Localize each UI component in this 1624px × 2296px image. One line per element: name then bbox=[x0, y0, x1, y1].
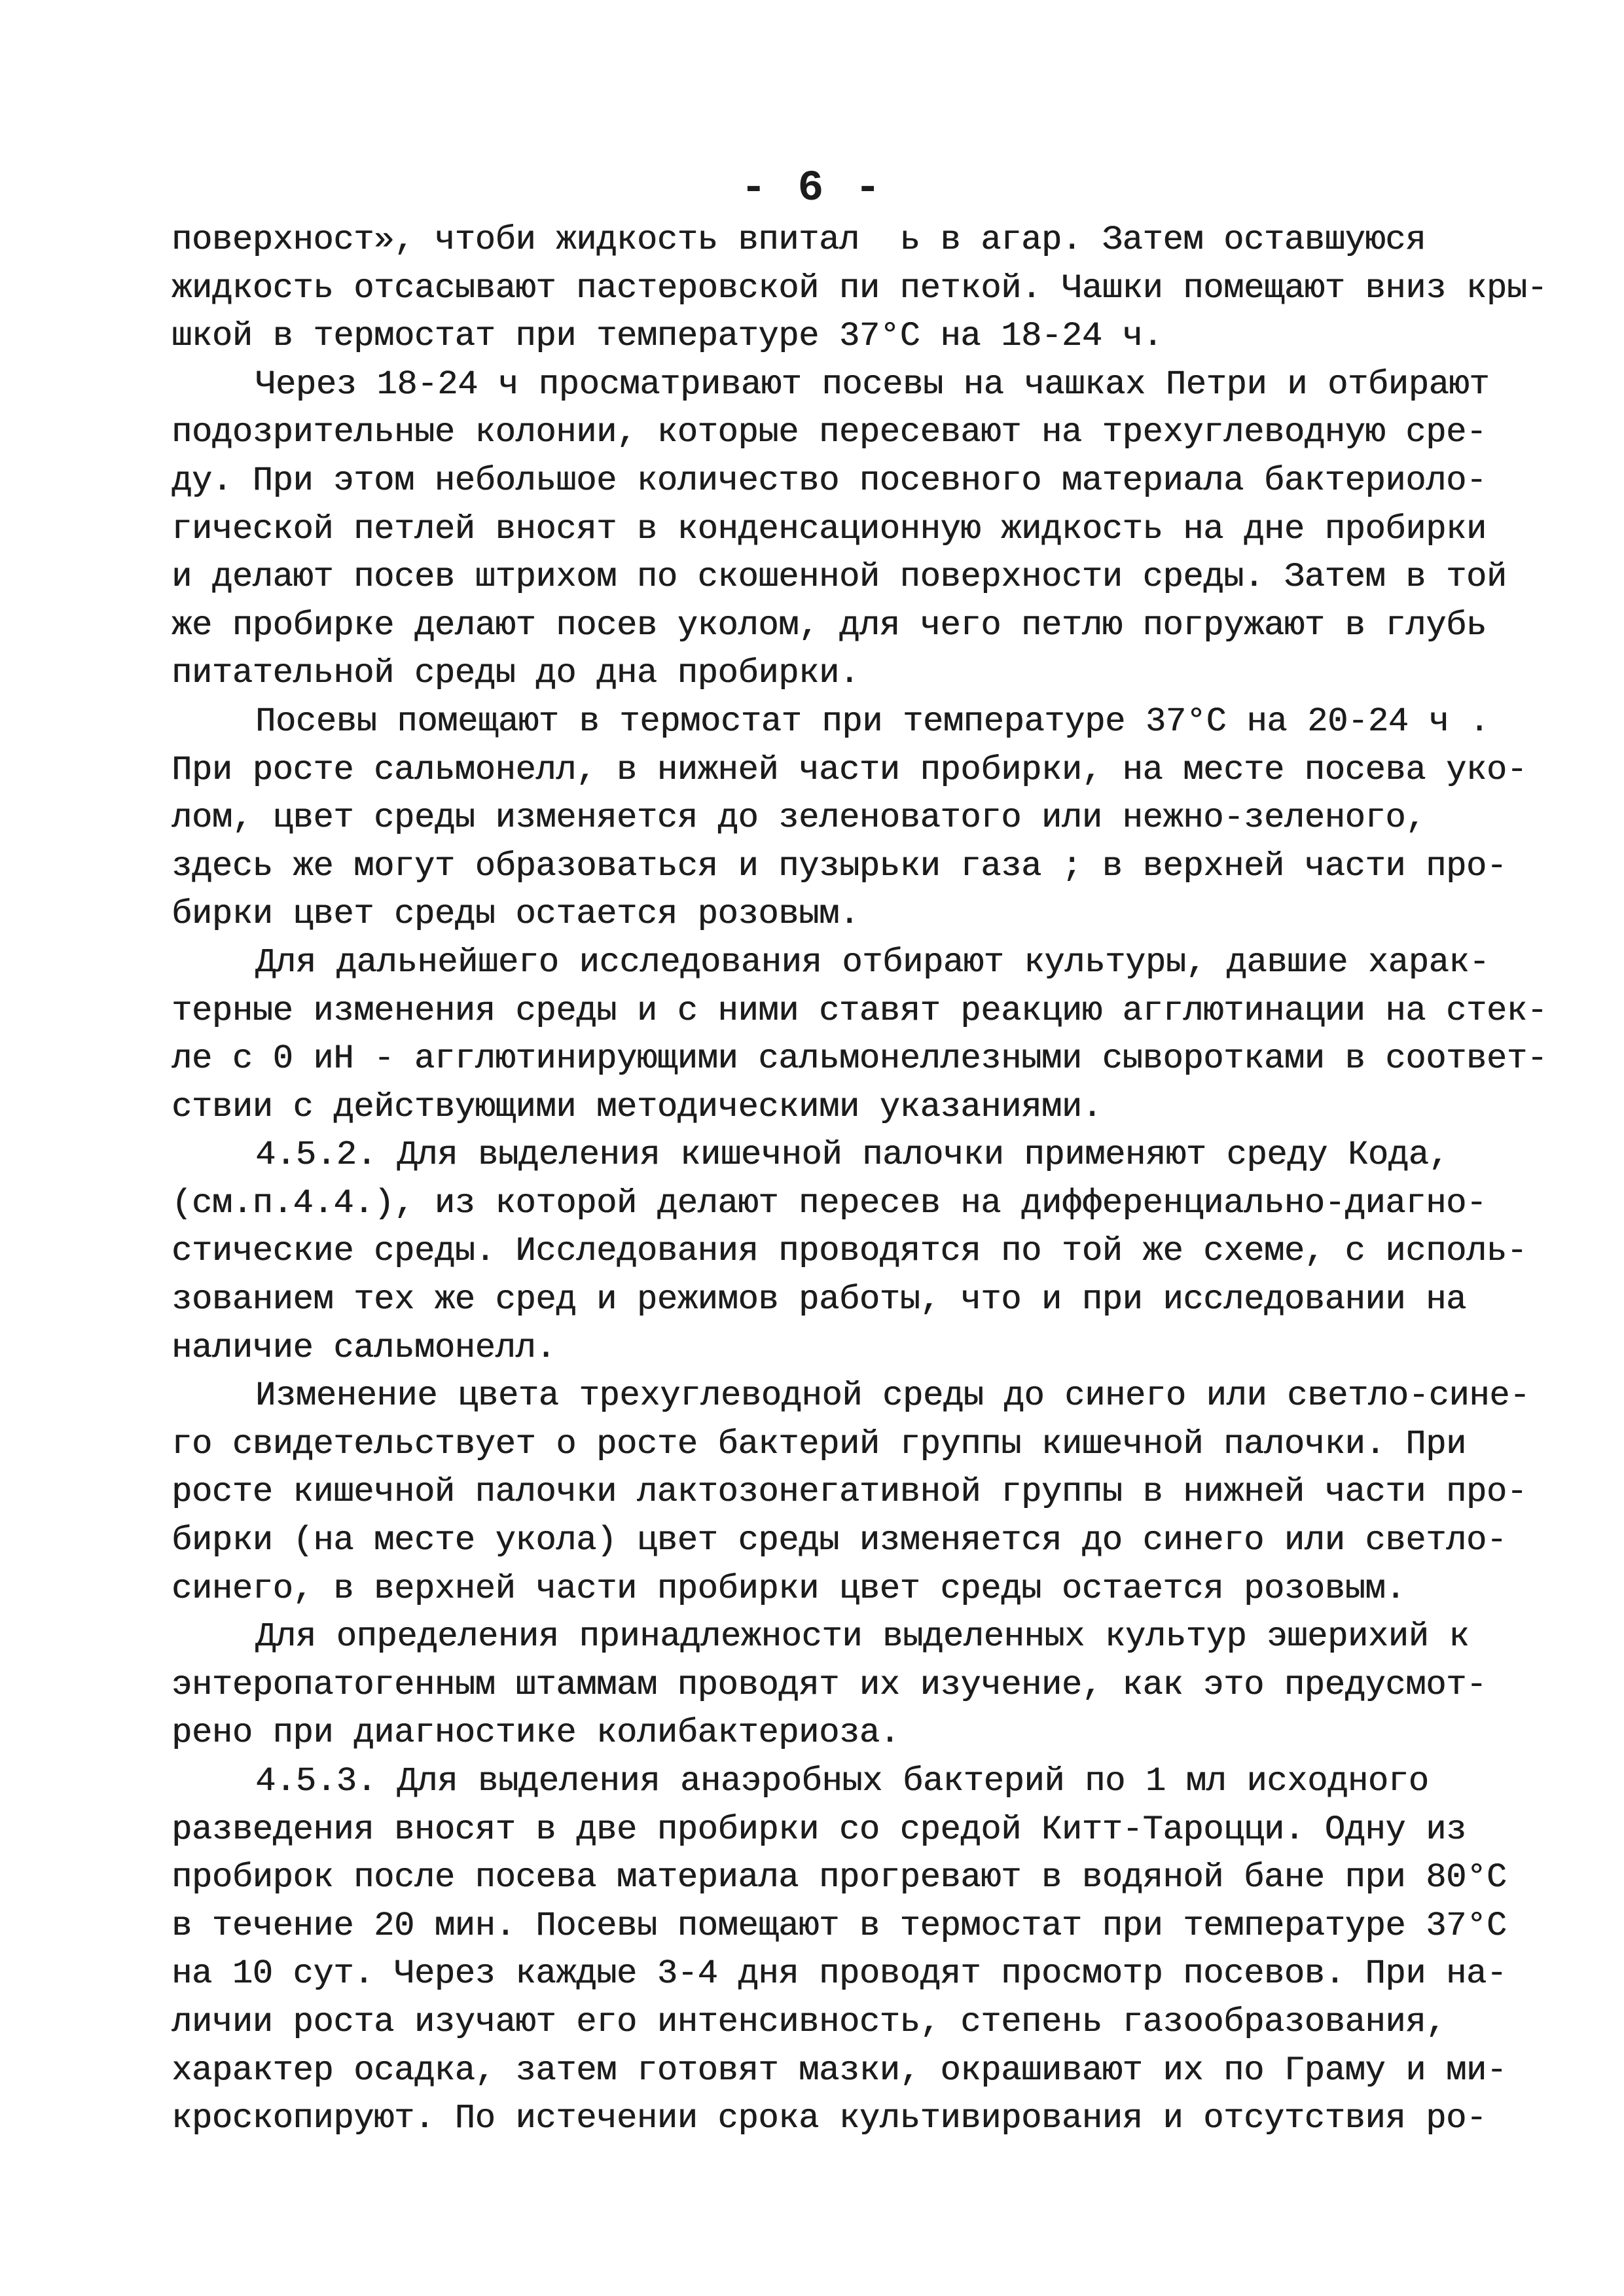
text-line: здесь же могут образоваться и пузырьки газа ; в верхней части про- bbox=[171, 846, 1507, 886]
text-line: подозрительные колонии, которые пересевают на трехуглеводную сре- bbox=[171, 413, 1487, 452]
text-line: Для определения принадлежности выделенных культур эшерихий к bbox=[255, 1617, 1470, 1657]
text-line: характер осадка, затем готовят мазки, окрашивают их по Граму и ми- bbox=[171, 2051, 1507, 2090]
text-line: в течение 20 мин. Посевы помещают в термостат при температуре 37°С bbox=[171, 1906, 1507, 1945]
text-line: Изменение цвета трехуглеводной среды до синего или светло-сине- bbox=[255, 1376, 1530, 1416]
text-line: рено при диагностике колибактериоза. bbox=[171, 1713, 900, 1753]
text-line: жидкость отсасывают пастеровской пи петкой. Чашки помещают вниз кры- bbox=[171, 268, 1547, 308]
text-line: 4.5.2. Для выделения кишечной палочки применяют среду Кода, bbox=[255, 1136, 1449, 1175]
body-text bbox=[171, 216, 1547, 2143]
text-line: разведения вносят в две пробирки со средой Китт-Тароцци. Одну из bbox=[171, 1810, 1466, 1849]
text-line: ду. При этом небольшое количество посевного материала бактериоло- bbox=[171, 461, 1487, 500]
text-line: 4.5.3. Для выделения анаэробных бактерий по 1 мл исходного bbox=[255, 1762, 1429, 1801]
text-line: же пробирке делают посев уколом, для чего петлю погружают в глубь bbox=[171, 605, 1487, 645]
text-line: гической петлей вносят в конденсационную жидкость на дне пробирки bbox=[171, 509, 1487, 548]
text-line: наличие сальмонелл. bbox=[171, 1328, 556, 1367]
text-line: зованием тех же сред и режимов работы, что и при исследовании на bbox=[171, 1280, 1466, 1319]
text-line: ле с 0 иН - агглютинирующими сальмонеллезными сыворотками в соответ- bbox=[171, 1039, 1547, 1079]
text-line: росте кишечной палочки лактозонегативной группы в нижней части про- bbox=[171, 1473, 1527, 1512]
text-line: Через 18-24 ч просматривают посевы на чашках Петри и отбирают bbox=[255, 365, 1490, 404]
text-line: При росте сальмонелл, в нижней части пробирки, на месте посева уко- bbox=[171, 750, 1527, 789]
text-line: питательной среды до дна пробирки. bbox=[171, 654, 859, 693]
text-line: го свидетельствует о росте бактерий группы кишечной палочки. При bbox=[171, 1424, 1466, 1463]
text-line: на 10 сут. Через каждые 3-4 дня проводят просмотр посевов. При на- bbox=[171, 1954, 1507, 1994]
text-line: кроскопируют. По истечении срока культивирования и отсутствия ро- bbox=[171, 2099, 1487, 2138]
text-line: бирки (на месте укола) цвет среды изменяется до синего или светло- bbox=[171, 1521, 1507, 1560]
text-line: Для дальнейшего исследования отбирают культуры, давшие харак- bbox=[255, 942, 1490, 982]
text-line: лом, цвет среды изменяется до зеленоватого или нежно-зеленого, bbox=[171, 798, 1426, 838]
text-line: синего, в верхней части пробирки цвет среды остается розовым. bbox=[171, 1569, 1406, 1608]
text-line: энтеропатогенным штаммам проводят их изучение, как это предусмот- bbox=[171, 1665, 1487, 1704]
text-line: ствии с действующими методическими указаниями. bbox=[171, 1087, 1102, 1126]
page-number: - 6 - bbox=[740, 164, 884, 213]
text-line: поверхност», чтоби жидкость впитал ь в агар. Затем оставшуюся bbox=[171, 221, 1426, 259]
text-line: шкой в термостат при температуре 37°С на 18-24 ч. bbox=[171, 317, 1163, 356]
text-line: Посевы помещают в термостат при температуре 37°С на 20-24 ч . bbox=[255, 702, 1490, 741]
text-line: терные изменения среды и с ними ставят реакцию агглютинации на стек- bbox=[171, 991, 1547, 1030]
text-line: стические среды. Исследования проводятся по той же схеме, с исполь- bbox=[171, 1232, 1527, 1271]
text-line: личии роста изучают его интенсивность, степень газообразования, bbox=[171, 2002, 1447, 2041]
text-line: пробирок после посева материала прогревают в водяной бане при 80°С bbox=[171, 1858, 1507, 1897]
text-line: (см.п.4.4.), из которой делают пересев на дифференциально-диагно- bbox=[171, 1183, 1487, 1223]
text-line: и делают посев штрихом по скошенной поверхности среды. Затем в той bbox=[171, 558, 1507, 597]
text-line: бирки цвет среды остается розовым. bbox=[171, 895, 859, 934]
